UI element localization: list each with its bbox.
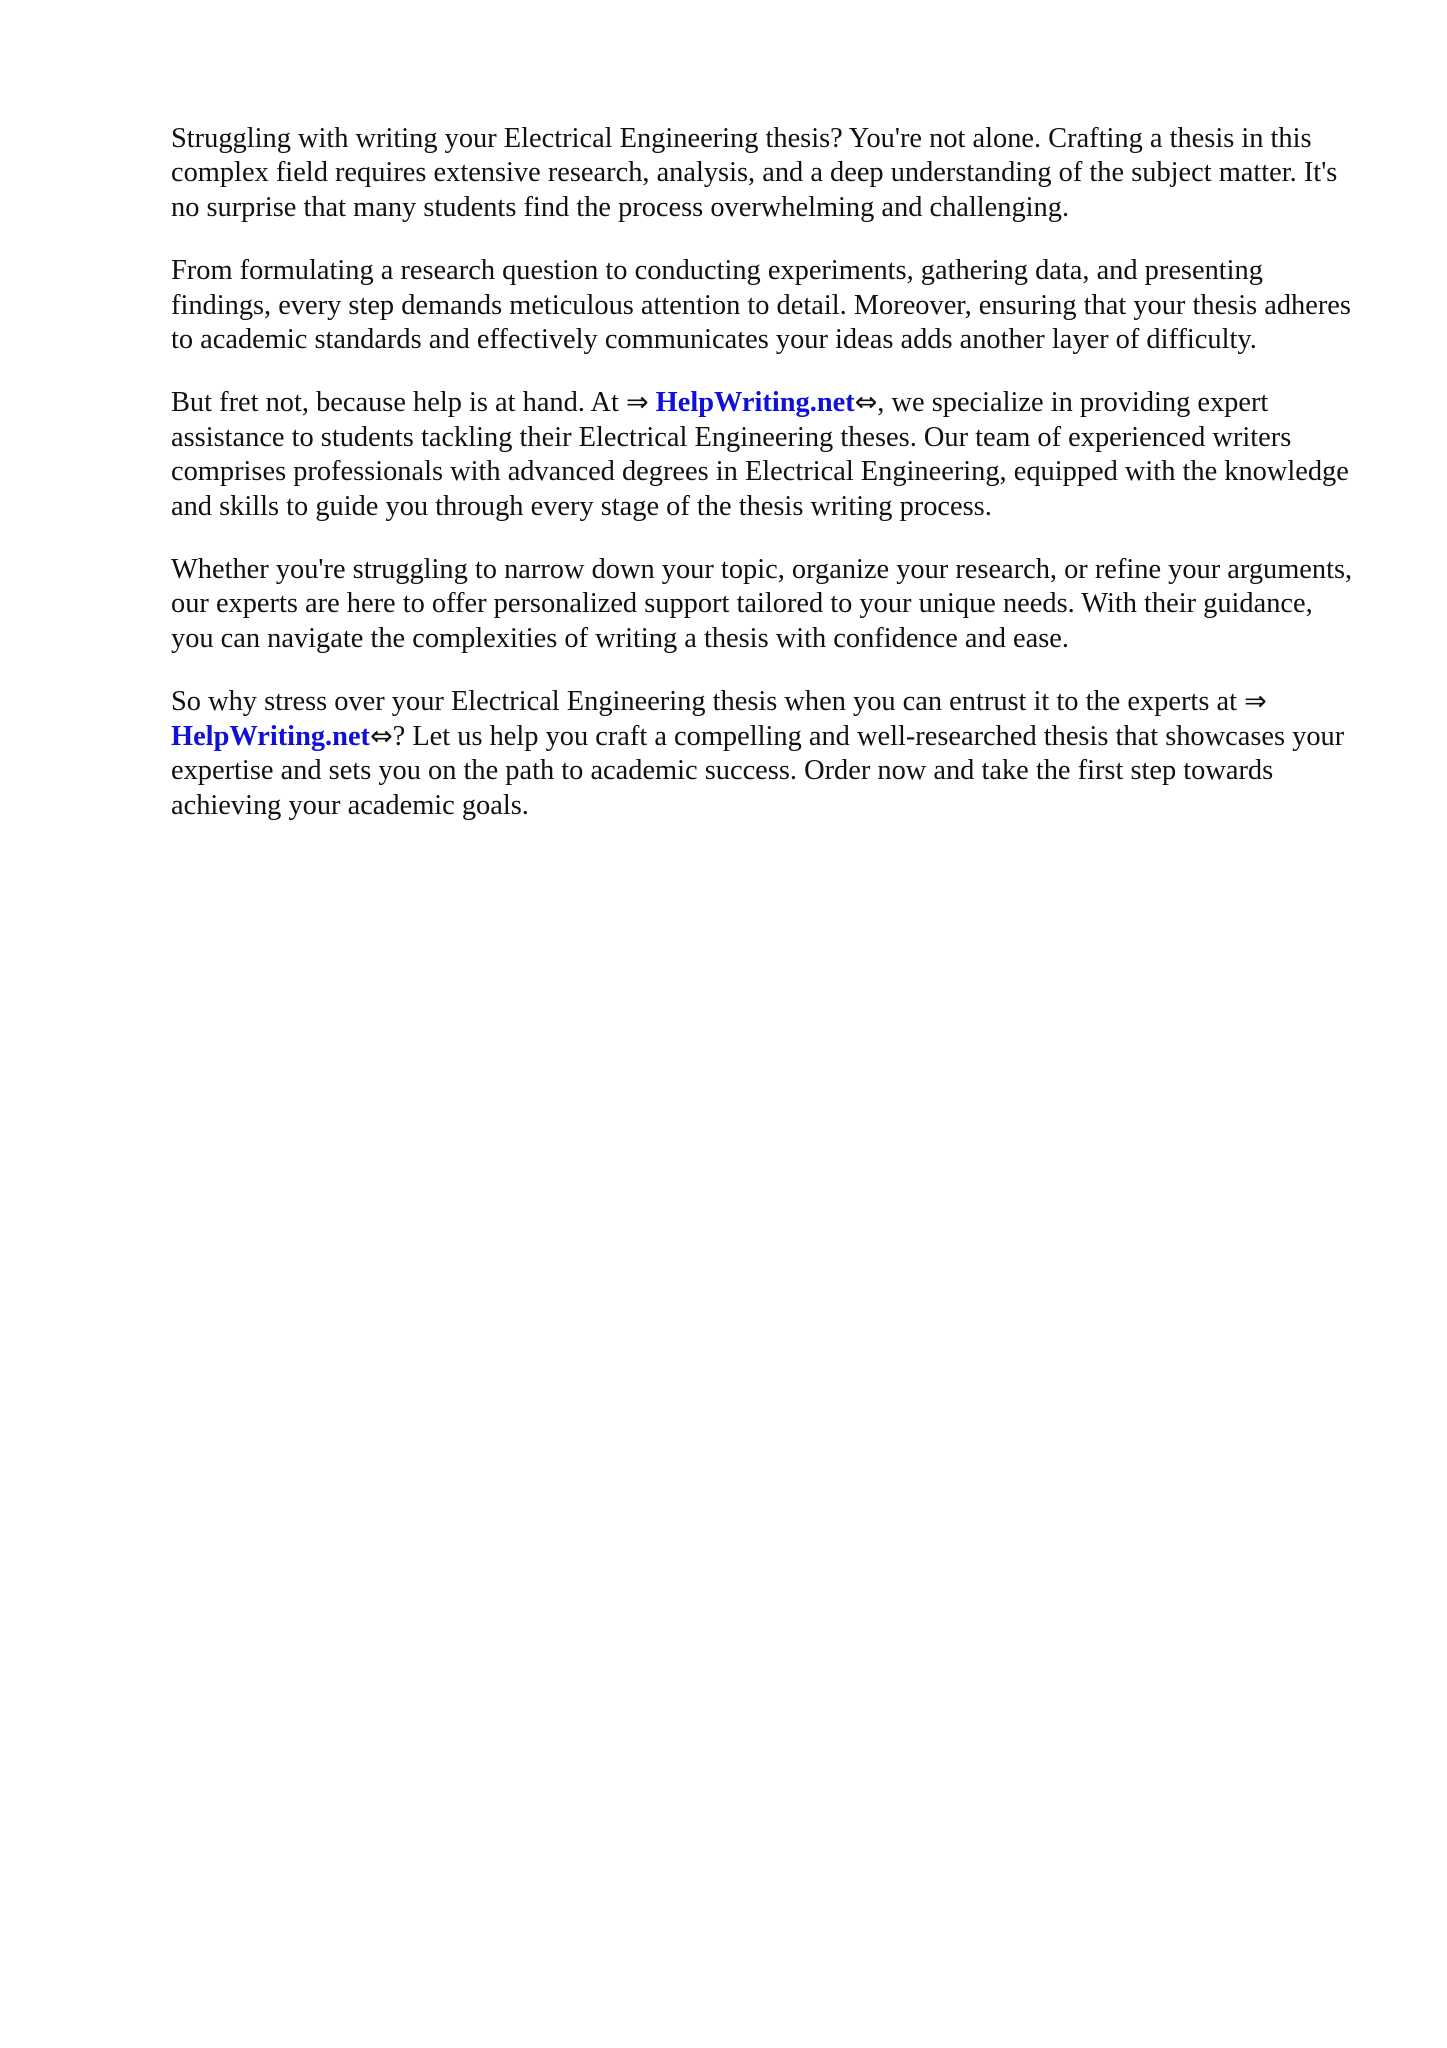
paragraph-closing-lead: So why stress over your Electrical Engineering thesis when you can entrust it to the experts at <box>171 686 1245 718</box>
paragraph-service-tail: , we specialize in providing expert assistance to students tackling their Electrical Engineering theses. Our team of experienced writers comprises professionals with advanced degrees in Electrical Engineering, equipped with the knowledge and skills to guide you through every stage of the thesis writing process. <box>171 387 1349 522</box>
paragraph-service-lead: But fret not, because help is at hand. At <box>171 387 626 419</box>
paragraph-closing-tail: ? Let us help you craft a compelling and well-researched thesis that showcases your expertise and sets you on the path to academic success. Order now and take the first step towards achieving your academic goals. <box>171 720 1345 821</box>
helpwriting-link[interactable]: HelpWriting.net <box>655 387 855 419</box>
paragraph-closing <box>171 685 1361 823</box>
paragraph-intro: Struggling with writing your Electrical Engineering thesis? You're not alone. Crafting a thesis in this complex field requires extensive research, analysis, and a deep understanding of the subject matter. It's no surprise that many students find the process overwhelming and challenging. <box>171 123 1338 223</box>
left-right-double-arrow-icon: ⇔ <box>370 720 393 752</box>
document-body <box>171 122 1361 852</box>
left-right-double-arrow-icon: ⇔ <box>854 387 878 419</box>
paragraph-support: Whether you're struggling to narrow down your topic, organize your research, or refine your arguments, our experts are here to offer personalized support tailored to your unique needs. With their guidance, you can navigate the complexities of writing a thesis with confidence and ease. <box>171 554 1353 654</box>
paragraph-challenges: From formulating a research question to conducting experiments, gathering data, and presenting findings, every step demands meticulous attention to detail. Moreover, ensuring that your thesis adheres to academic standards and effectively communicates your ideas adds another layer of difficulty. <box>171 255 1351 356</box>
paragraph-service <box>171 386 1361 524</box>
helpwriting-link[interactable]: HelpWriting.net <box>171 720 370 752</box>
right-double-arrow-icon: ⇒ <box>625 387 649 419</box>
right-double-arrow-icon: ⇒ <box>1244 686 1267 718</box>
